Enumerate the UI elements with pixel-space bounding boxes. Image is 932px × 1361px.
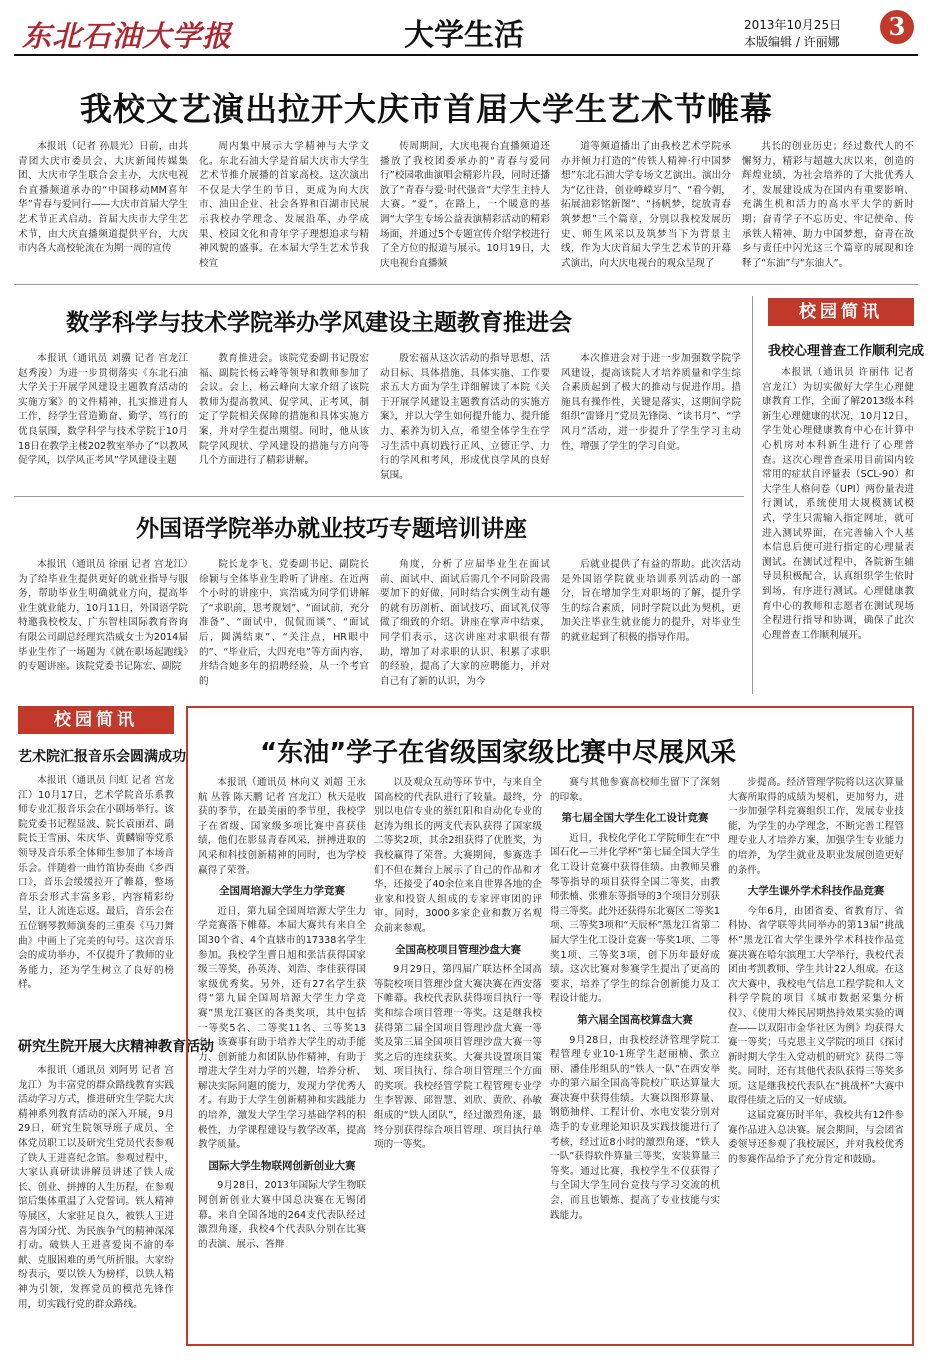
sidebar-item-title: 我校心理普查工作顺利完成	[768, 344, 925, 359]
page-number-badge: 3	[880, 10, 914, 44]
article2-text: 教育推进会。该院党委副书记殷宏福、副院长杨云峰等领导和教师参加了会议。会上，杨云峰向大家介绍了该院教师为提高教风、促学风、正考风，制定了学院相关保障的措施和具体实施方案，并对学生提出期望。同时，他从该院学风现状、学风建设的措施与方向等几个方面进行了精彩讲解。	[199, 353, 369, 467]
article1-text: 传周期间，大庆电视台直播频道还播放了我校团委承办的“青春与爱同行”校园歌曲演唱会精彩片段，同时还播放了“青春与爱·时代强音”大学生主持人大赛。“爱”，在路上，一个暖意的基调“大学生专场公益表演精彩活动的精彩场面，并通过5个专题宣传介绍学校进行了全方位的报道与展示。10月19日，大庆电视台直播频	[380, 141, 550, 269]
article3-column	[18, 558, 188, 692]
masthead-rule	[14, 54, 918, 56]
sidebar-item-title: 艺术院汇报音乐会圆满成功	[18, 749, 186, 765]
section-title: 大学生活	[404, 18, 524, 53]
divider	[14, 496, 744, 497]
article2-column	[380, 352, 550, 492]
article1-column	[561, 140, 731, 274]
column-rule	[752, 296, 753, 694]
feature-text: 9月28日，2013年国际大学生物联网创新创业大赛中国总决赛在无锡闭幕。来自全国各地的264支代表队经过激烈角逐，我校4个代表队分别在比赛的表演、展示、答辩	[198, 1180, 366, 1250]
article1-text: 道等频道播出了由我校艺术学院承办并倾力打造的“传铁人精神·行中国梦想”东北石油大学专场文艺演出。演出分为“亿往昔，创业峥嵘岁月”、“看今朝，拓展油彩铭新图”、“扬帆梦，绽放青春筑梦想”三个篇章，分别以我校发展历史、师生风采以及筑梦当下为背景主线，作为大庆首届大学生艺术节的开幕式演出，向大庆电视台的观众呈现了	[561, 141, 731, 269]
article3-headline: 外国语学院举办就业技巧专题培训讲座	[136, 516, 527, 542]
newspaper-logo: 东北石油大学报	[22, 19, 233, 53]
sidebar-tag: 校园简讯	[768, 298, 914, 326]
article1-column	[18, 140, 188, 274]
feature-text: 赛与其他参赛高校师生留下了深刻的印象。	[550, 777, 720, 803]
article2-text: 殷宏福从这次活动的指导思想、活动目标、具体措施、具体实施、工作要求五大方面为学生详细解读了本院《关于开展学风建设主题教育活动的实施方案》，并以大学生如何提升能力、提升能力、素养为切入点，希望全体学生在学习生活中真切践行正风、立德正学、力行的学风和考风，形成优良学风的良好氛围。	[380, 353, 550, 481]
page-editor: 本版编辑 / 许丽娜	[744, 35, 840, 49]
article2-column	[18, 352, 188, 492]
article3-text: 后就业提供了有益的帮助。此次活动是外国语学院就业培训系列活动的一部分，旨在增加学生对职场的了解，提升学生的综合素质，同时学院以此为契机，更加关注毕业生就业能力的提升，对毕业生的就业起到了积极的指导作用。	[561, 559, 741, 643]
article3-text: 本报讯（通讯员 徐丽 记者 宫龙江）为了给毕业生提供更好的就业指导与服务，帮助毕业生明确就业方向，提高毕业生就业能力，10月11日，外国语学院特邀我校校友、广东智桂国际教育咨询有限公司副总经理宾浩威女士为2014届毕业生作了一场题为《就在职场起跑线》的专题讲座。该院党委书记陈宏、副院	[18, 559, 188, 673]
article3-text: 角度，分析了应届毕业生在面试前、面试中、面试后需几个不同阶段需要加下的好做，同时结合实例生动有趣的就有历剖析、面试技巧、面试礼仪等做了细致的介绍。讲座在掌声中结束，同学们表示，这次讲座对求职很有帮助，增加了对求职的认识、积累了求职的经验，提高了大家的应聘能力，并对自己有了新的认识，为今	[380, 559, 550, 687]
article3-column	[199, 558, 369, 692]
article1-text: 本报讯（记者 孙晨光）日前，由共青团大庆市委员会、大庆新闻传媒集团、大庆市学生联合会主办，大庆电视台直播频道承办的“中国移动MM喜年华”青春与爱同行——大庆市首届大学生艺术节正式启动。首届大庆市大学生艺术节，由大庆直播频道提供平台，大庆市内各大高校轮流在为期一周的宣传	[18, 141, 188, 255]
article2-column	[561, 352, 741, 492]
article3-text: 院长龙李飞、党委副书记、副院长徐颖与全体毕业生聆听了讲座。在近两个小时的讲座中，宾浩威为同学们讲解了“求职前，思考规划”、“面试前，充分准备”、“面试中，侃侃而谈”、“面试后，圆满结束”、“关注点，HR眼中的”、“毕业后，大四充电”等方面内容，并结合她多年的招聘经验，从一个考官的	[199, 559, 369, 687]
sidebar-text	[18, 1064, 174, 1346]
article1-column	[199, 140, 369, 274]
sidebar-text	[18, 774, 174, 1028]
sidebar-paragraph: 本报讯（通讯员 闫虹 记者 宫龙江）10月17日，艺术学院音乐系教师专业汇报音乐会在小剧场举行。该院党委书记程显波、院长袁丽君、副院长王雪丽、朱庆华、黄麟锦等党系领导及音乐系全体师生参加了本场音乐会。伴随着一曲竹笛协奏曲《乡西口》，音乐会缓缓拉开了帷幕，整场音乐会形式丰富多彩，内容精彩纷呈，让人流连忘返。最后，音乐会在五位钢琴教师演奏的三重奏《马刀舞曲》中画上了完美的句号。这次音乐会的成功举办，不仅提升了教师的业务能力，还为学生树立了良好的榜样。	[18, 775, 174, 991]
sidebar-text	[762, 366, 914, 692]
article1-text: 周内集中展示大学精神与大学文化。东北石油大学是首届大庆市大学生艺术节推介展播的首家高校。这次演出不仅是大学生的节日，更成为向大庆市、油田企业、社会各界和百湖市民展示我校办学理念、发展沿革、办学成果、校园文化和青年学子理想追求与精神风貌的盛事。在本届大学生艺术节我校宣	[199, 141, 369, 269]
feature-text: 近日，我校化学化工学院师生在“中国石化—三井化学杯”第七届全国大学生化工设计竞赛中获得佳绩。由教师吴雅琴等指导的项目获得全国二等奖，由教师张楠、张雅东等指导的3个项目分别获得三等奖。此外还获得东北赛区二等奖1项、三等奖3项和“天辰杯”黑龙江省第二届大学生化工设计竞赛一等奖1项、二等奖1项、三等奖3项，创下历年最好成绩。这次比赛对参赛学生提出了更高的要求，培养了学生的综合创新能力及工程设计能力。	[550, 832, 720, 1005]
article3-column	[561, 558, 741, 692]
feature-subheading: 第七届全国大学生化工设计竞赛	[561, 812, 709, 825]
article1-headline: 我校文艺演出拉开大庆市首届大学生艺术节帷幕	[80, 90, 774, 128]
feature-text: 步提高。经济管理学院将以这次算量大赛所取得的成绩为契机，更加努力，进一步加强学科竞赛组织工作，发展专业技能，为学生的办学理念，不断完善工程管理专业人才培养方案，加强学生专业能力的培养，为学生就业及职业发展创造更好的条件。	[728, 777, 904, 876]
feature-column	[728, 776, 904, 1340]
issue-date: 2013年10月25日	[744, 18, 842, 32]
sidebar-tag: 校园简讯	[18, 706, 174, 734]
feature-column	[550, 776, 720, 1340]
feature-subheading: 全国周培源大学生力学竞赛	[219, 885, 345, 898]
feature-subheading: 国际大学生物联网创新创业大赛	[208, 1159, 356, 1172]
article2-headline: 数学科学与技术学院举办学风建设主题教育推进会	[66, 310, 572, 336]
feature-text: 9月28日，由我校经济管理学院工程管理专业10-1班学生赵丽楠、张立丽、潘佳彤组队的“铁人一队”在西安举办的第六届全国高等院校广联达算量大赛决赛中获得佳绩。大赛以图形算量、钢筋抽样、工程计价、水电安装分别对选手的专业理论知识及实践技能进行了考核，经过近8小时的激烈角逐，“铁人一队”获得软件算量三等奖，安装算量三等奖。通过比赛，我校学生不仅获得了与全国大学生同台竞技与学习交流的机会，而且也锻炼、提高了专业技能与实践能力。	[550, 1034, 720, 1221]
article1-column	[742, 140, 914, 274]
article1-text: 共长的创业历史；经过数代人的不懈努力，精彩与超越大庆以来，创造的辉煌业绩，为社会培养的了大批优秀人才，发展建设成为在国内有重要影响、充满生机和活力的高水平大学的新时期；奋青学子不忘历史、牢记使命、传承铁人精神、助力中国梦想，奋青在故乡与责任中闪光这三个篇章的展现和诠释了“东油”与“东油人”。	[742, 141, 914, 269]
article2-text: 本报讯（通讯员 刘骥 记者 宫龙江 赵秀浚）为进一步贯彻落实《东北石油大学关于开展学风建设主题教育活动的实施方案》的文件精神，扎实推进育人工作，经学生营造勤奋、勤学、笃行的优良氛围，数学科学与技术学院于10月18日在教学主楼202教室举办了“以教风促学风，以学风正考风”学风建设主题	[18, 353, 188, 467]
article2-column	[199, 352, 369, 492]
article3-column	[380, 558, 550, 692]
article1-column	[380, 140, 550, 274]
feature-subheading: 全国高校项目管理沙盘大赛	[395, 943, 521, 956]
feature-text: 以及观众互动等环节中，与来自全国高校的代表队进行了较量。最终，分别以电信专业的蔡红阳和自动化专业的赵涛为组长的两支代表队获得了国家级二等奖2项，其余2组获得了优胜奖，为我校赢得了荣誉。大赛期间，参赛选手们不但在舞台上展示了自己的作品和才华，还接受了40余位来自世界各地的企业家和投资人组成的专家评审团的评审。同时，3000多家企业和数万名观众前来参观。	[374, 777, 542, 934]
sidebar-paragraph: 本报讯（通讯员 许丽伟 记者 宫龙江）为切实做好大学生心理健康教育工作，全面了解2013级本科新生心理健康的状况，10月12日，学生处心理健康教育中心在计算中心机房对本科新生进行了心理普查。这次心理普查采用目前国内较常用的症状自评量表（SCL-90）和大学生人格问卷（UPI）两份量表进行测试，系统使用大规模测试模式，学生只需输入指定网址，就可进入测试界面，在完善输入个人基本信息后便可进行指定的心理量表测试。在测试过程中，各院新生辅导员积极配合，认真组织学生依时到场，有序进行测试。心理健康教育中心的教师和志愿者在测试现场全程进行指导和协调，确保了此次心理普查工作顺利展开。	[762, 367, 914, 641]
feature-text: 今年6月，由团省委、省教育厅、省科协、省学联等共同举办的第13届“挑战杯”黑龙江省大学生课外学术科技作品竞赛决赛在哈尔滨理工大学举行，我校代表团由考凯教师、学生共计22人组成。在这次大赛中，我校电气信息工程学院和人文科学学院的项目《城市数据采集分析仪》、《使用大棒民居期热持效果实验的调查——以双阳市金华社区为例》均获得大赛一等奖；马克思主义学院的项目《探讨新时期大学生入党动机的研究》获得二等奖。同时，还有其他代表队获得三等奖多项。这是继我校代表队在“挑战杯”大赛中取得佳绩之后的又一好成绩。	[728, 905, 904, 1107]
feature-subheading: 第六届全国高校算盘大赛	[577, 1013, 693, 1026]
feature-text: 近日，第九届全国周培源大学生力学竞赛落下帷幕。本届大赛共有来自全国30个省、4个直辖市的17338名学生参加。我校学生曹日旭和张洁获得国家级三等奖，孙英涛、刘浩、李佳获得国家级优秀奖。另外，还有27名学生获得“第九届全国周培源大学生力学竞赛”黑龙江赛区的各类奖项，其中包括一等奖5名、二等奖11名、三等奖13名。该赛事有助于培养大学生的动手能力、创新能力和团队协作精神，有助于增进大学生对力学的兴趣，培养分析、解决实际问题的能力，发现力学优秀人才。有助于大学生创新精神和实践能力的培养，激发大学生学习基础学科的积极性，力学课程建设与教学改革，提高教学质量。	[198, 905, 366, 1151]
feature-text: 9月29日，第四届广联达杯全国高等院校项目管理沙盘大赛决赛在西安落下帷幕。我校代表队获得项目执行一等奖和综合项目管理一等奖。这是继我校获得第二届全国项目管理沙盘大赛一等奖及第三届全国项目管理沙盘大赛一等奖之后的连续获奖。大赛共设置项目策划、项目执行、综合项目管理三个方面的奖项。我校经管学院工程管理专业学生李智源、邱智慧、刘欣、黄欣、孙敏组成的“铁人团队”，经过激烈角逐，最终分别获得综合项目管理、项目执行单项的一等奖。	[374, 964, 542, 1151]
feature-text: 这届竞赛历时半年，我校共有12件参赛作品进入总决赛。展会期间，与会团省委领导还参观了我校展区，并对我校优秀的参赛作品给予了充分肯定和鼓励。	[728, 1110, 904, 1165]
feature-text: 本报讯（通讯员 林向义 刘超 王永航 丛蓉 陈天鹏 记者 宫龙江）秋天是收获的季节，在最美丽的季节里，我校学子在省级、国家级多项比赛中喜获佳绩，他们在影显青春风采，拼搏进取的风采和科技创新精神的同时，也为学校赢得了荣誉。	[198, 777, 366, 876]
feature-headline: “东油”学子在省级国家级比赛中尽展风采	[260, 738, 737, 768]
sidebar-paragraph: 本报讯（通讯员 刘阿男 记者 宫龙江）为丰富党的群众路线教育实践活动学习方式，推进研究生学院大庆精神系列教育活动的深入开展，9月29日，研究生院领导班子成员、全体党员职工以及研究生党员代表参观了铁人王进喜纪念馆。参观过程中，大家认真研读讲解员讲述了铁人成长、创业、拼搏的人生历程，在参观馆后集体重温了入党誓词。铁人精神等展区，大家驻足良久，被铁人王进喜为国分忧、为民族争气的精神深深打动。破铁人王进喜爱岗不渝的奉献、克服困难的勇气所折服。大家纷纷表示，要以铁人为榜样，以铁人精神为引领，发挥党员的模范先锋作用，切实践行党的群众路线。	[18, 1065, 174, 1310]
feature-subheading: 大学生课外学术科技作品竞赛	[747, 885, 885, 898]
feature-column	[198, 776, 366, 1340]
sidebar-item-title: 研究生院开展大庆精神教育活动	[18, 1039, 214, 1055]
divider	[14, 284, 918, 285]
feature-column	[374, 776, 542, 1340]
article2-text: 本次推进会对于进一步加强数学院学风建设，提高该院人才培养质量和学生综合素质起到了极大的推动与促进作用。措施具有操作性，关键是落实，这期间学院组织“雷锋月”党员先锋岗、“读书月”、“学风月”活动，进一步提升了学生学习主动性，增强了学生的学习自觉。	[561, 353, 741, 452]
